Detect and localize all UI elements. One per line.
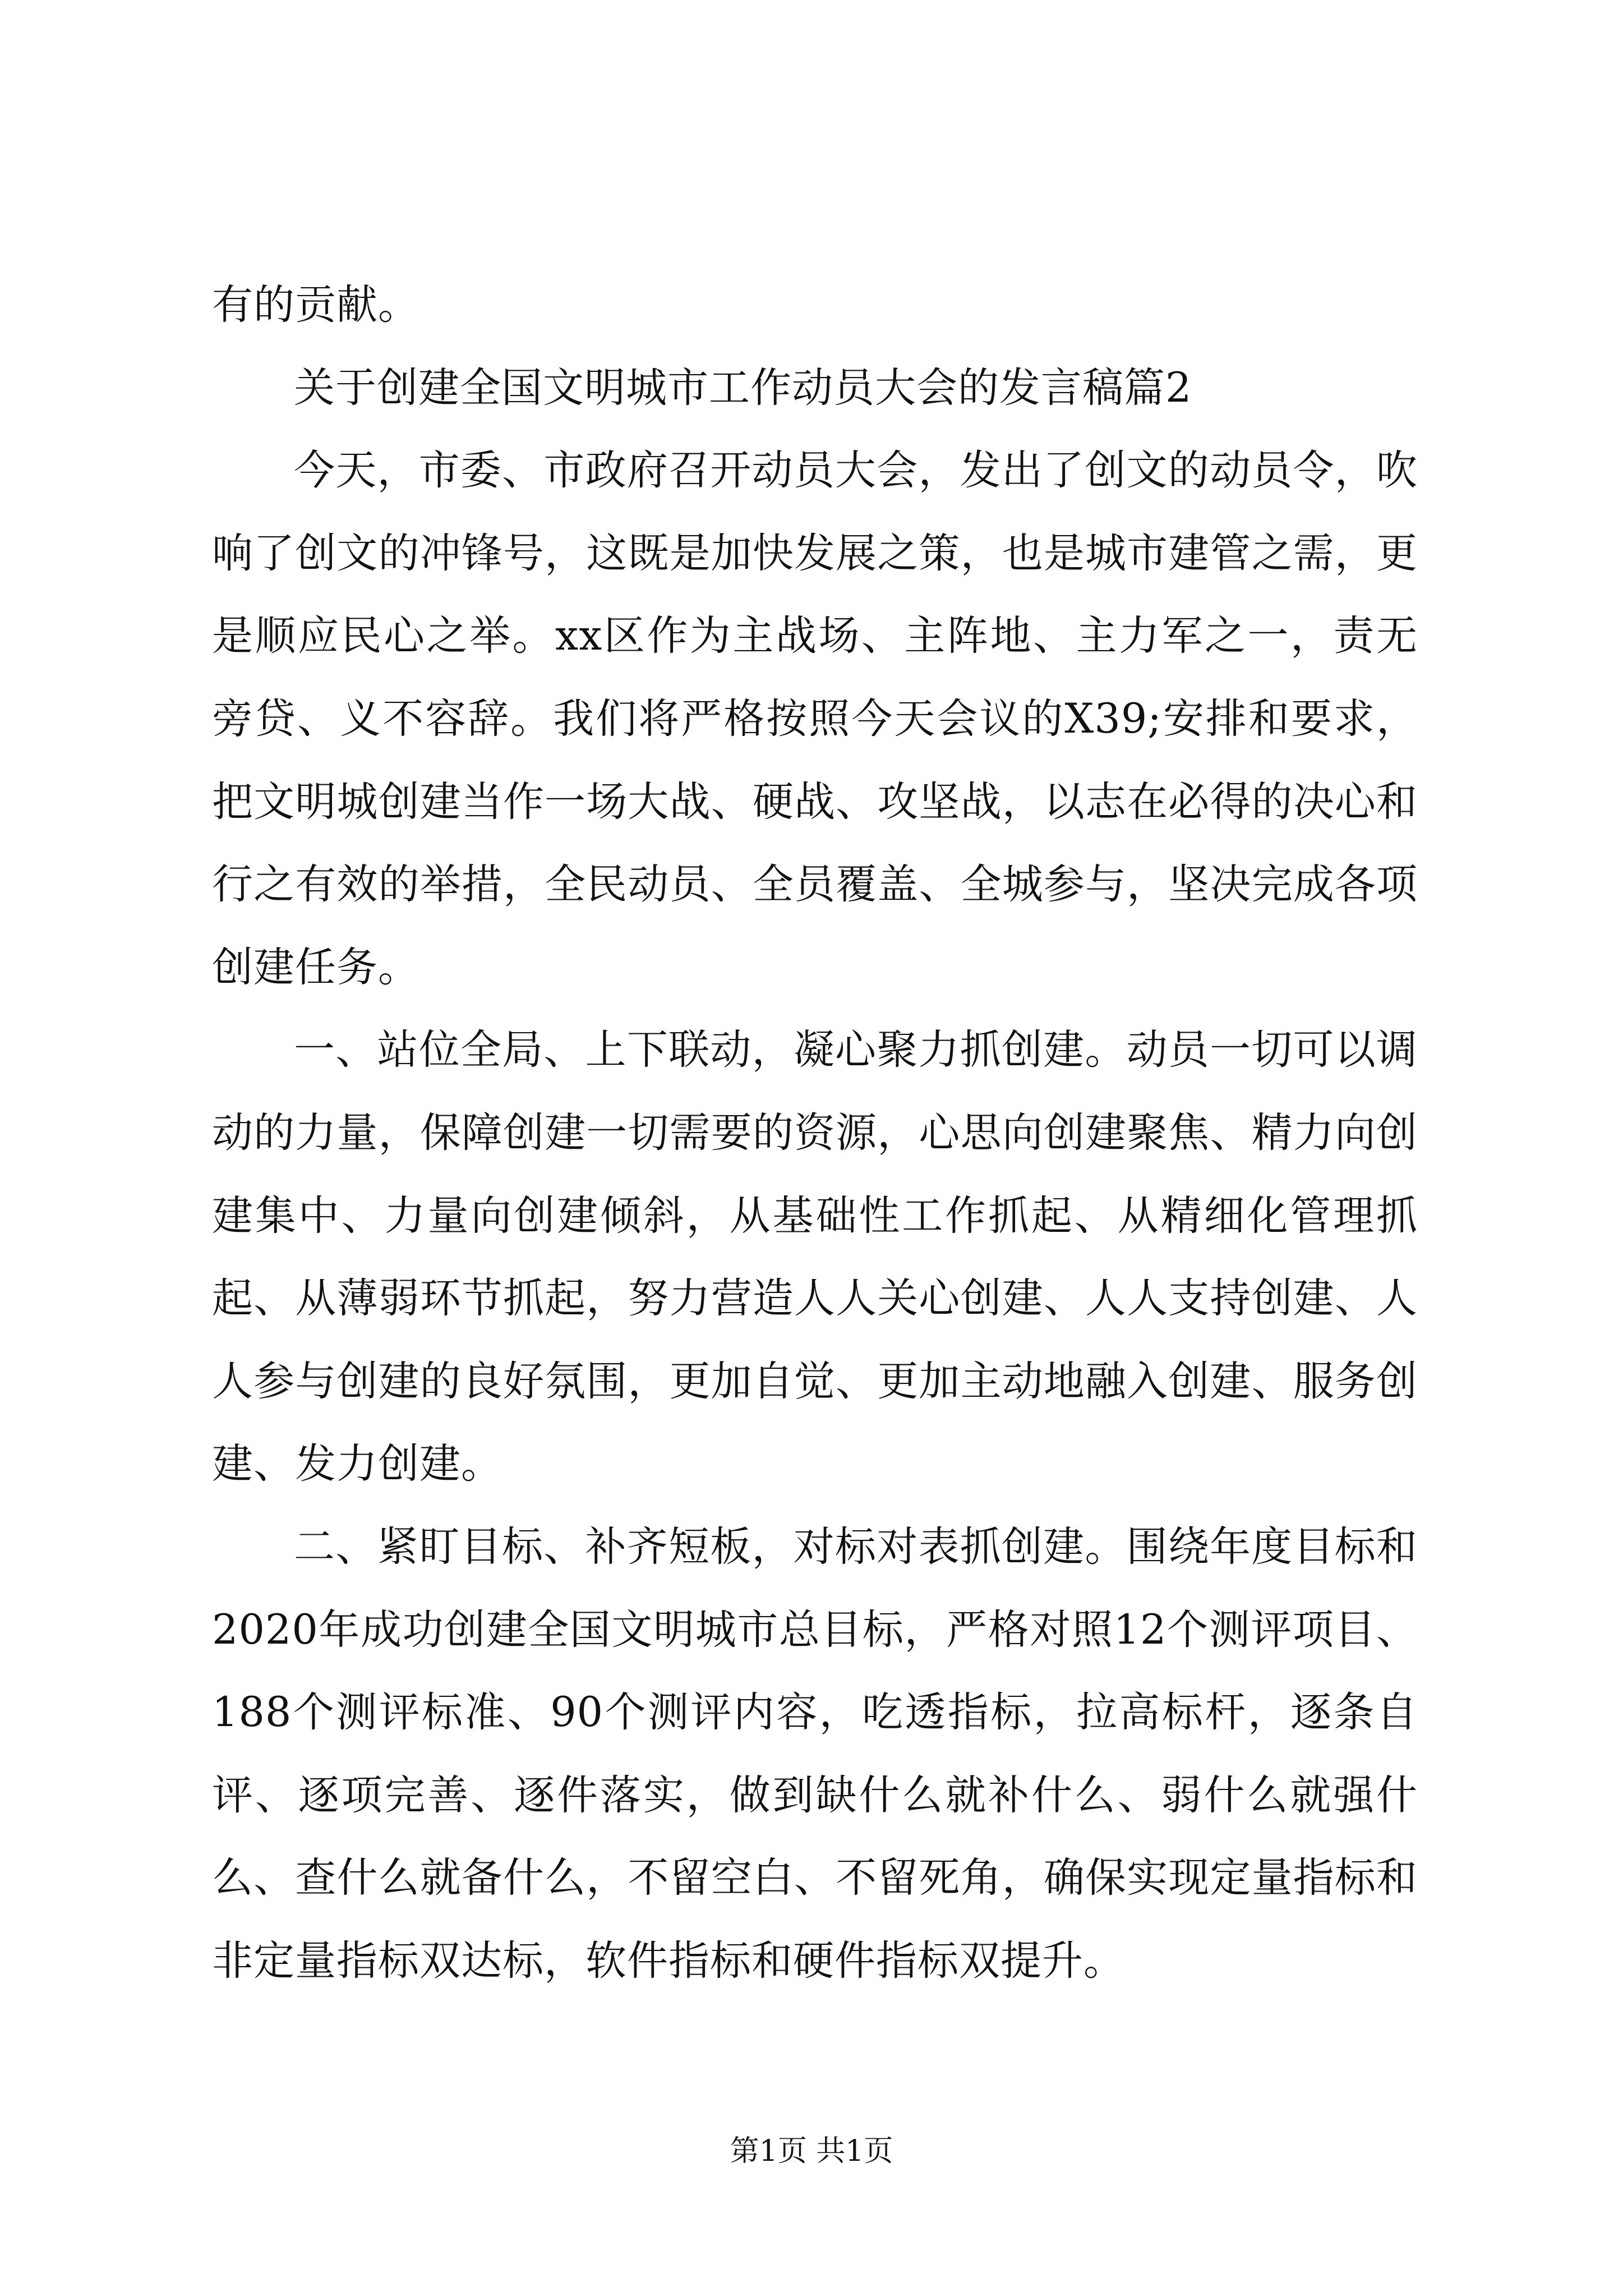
page-footer: 第1页 共1页 <box>730 2134 893 2168</box>
document-body <box>212 264 1418 2002</box>
paragraph-continuation: 有的贡献。 <box>212 281 419 329</box>
paragraph-point-one: 一、站位全局、上下联动，凝心聚力抓创建。动员一切可以调动的力量，保障创建一切需要的资源，心思向创建聚焦、精力向创建集中、力量向创建倾斜，从基础性工作抓起、从精细化管理抓起、从薄弱环节抓起，努力营造人人关心创建、人人支持创建、人人参与创建的良好氛围，更加自觉、更加主动地融入创建、服务创建、发力创建。 <box>212 1026 1418 1488</box>
paragraph-point-two: 二、紧盯目标、补齐短板，对标对表抓创建。围绕年度目标和2020年成功创建全国文明城市总目标，严格对照12个测评项目、188个测评标准、90个测评内容，吃透指标，拉高标杆，逐条自评、逐项完善、逐件落实，做到缺什么就补什么、弱什么就强什么、查什么就备什么，不留空白、不留死角，确保实现定量指标和非定量指标双达标，软件指标和硬件指标双提升。 <box>212 1522 1418 1985</box>
paragraph-intro: 今天，市委、市政府召开动员大会，发出了创文的动员令，吹响了创文的冲锋号，这既是加快发展之策，也是城市建管之需，更是顺应民心之举。xx区作为主战场、主阵地、主力军之一，责无旁贷、义不容辞。我们将严格按照今天会议的X39;安排和要求，把文明城创建当作一场大战、硬战、攻坚战，以志在必得的决心和行之有效的举措，全民动员、全员覆盖、全城参与，坚决完成各项创建任务。 <box>212 447 1418 991</box>
section-heading: 关于创建全国文明城市工作动员大会的发言稿篇2 <box>294 364 1192 412</box>
